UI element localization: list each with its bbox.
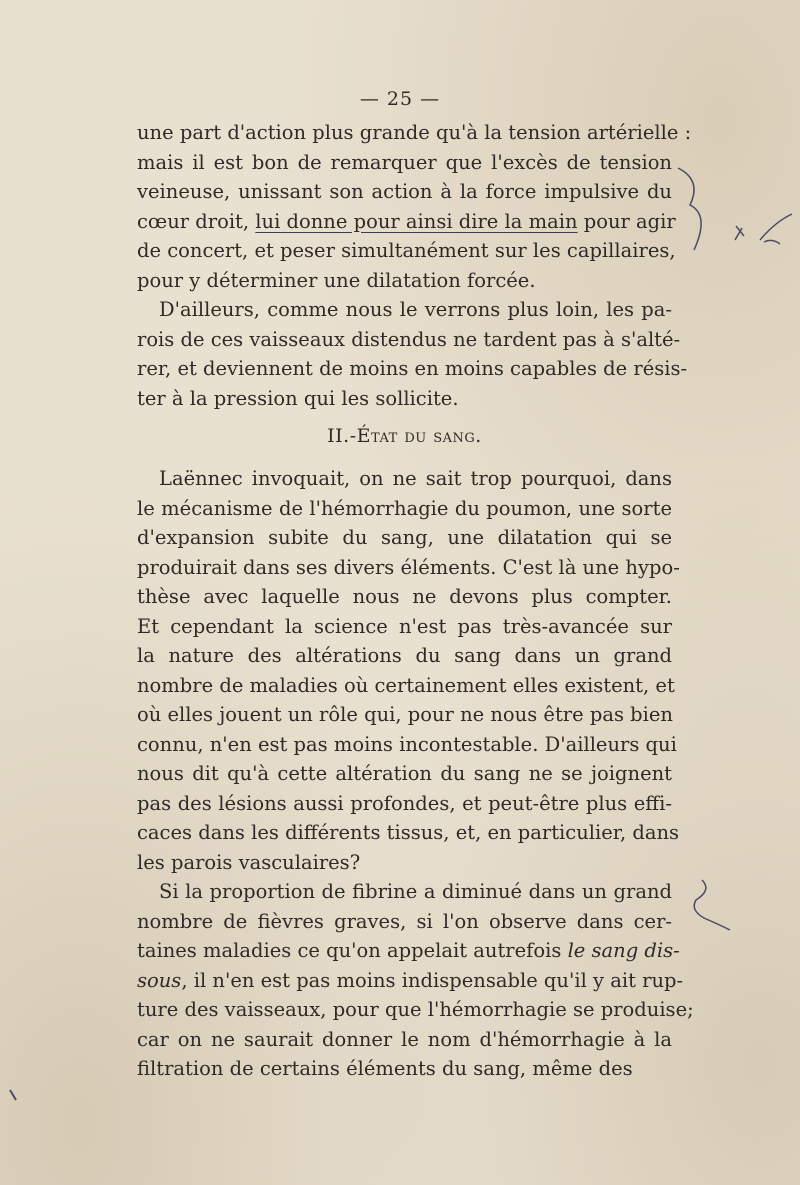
text-line: caces dans les différents tissus, et, en particulier, dans — [137, 821, 680, 844]
text-line: ture des vaisseaux, pour que l'hémorrhagie se produise; — [137, 998, 694, 1021]
text-line: une part d'action plus grande qu'à la tension artérielle : — [137, 121, 692, 144]
underlined-phrase: lui donne pour ainsi dire la main — [255, 209, 578, 233]
margin-tick-mark — [10, 1090, 16, 1100]
text-line: connu, n'en est pas moins incontestable. D'ailleurs qui — [137, 732, 677, 756]
text-line: nombre de fièvres graves, si l'on observe dans cer- — [137, 909, 672, 933]
text-line: nombre de maladies où certainement elles existent, et — [137, 673, 675, 697]
text-line: rois de ces vaisseaux distendus ne tardent pas à s'alté- — [137, 327, 681, 351]
text-body — [137, 118, 694, 1084]
text-line: les parois vasculaires? — [137, 850, 361, 874]
page-number: — 25 — — [359, 88, 441, 110]
text-line: le mécanisme de l'hémorrhagie du poumon, une sorte — [137, 496, 672, 520]
text-line: Et cependant la science n'est pas très-avancée sur — [137, 614, 672, 638]
text-line-with-italic — [137, 936, 680, 966]
margin-scribble-mark — [735, 214, 792, 244]
text-fragment: pour agir — [577, 209, 676, 233]
text-fragment: cœur droit, — [137, 209, 256, 233]
italic-phrase: le sang dis- — [567, 939, 680, 962]
text-line: Si la proportion de fibrine a diminué dans un grand — [159, 880, 672, 903]
text-line: où elles jouent un rôle qui, pour ne nous être pas bien — [137, 703, 673, 726]
text-line: D'ailleurs, comme nous le verrons plus loin, les pa- — [159, 298, 672, 321]
text-line: Laënnec invoquait, on ne sait trop pourquoi, dans — [159, 467, 672, 490]
text-line-with-italic — [137, 966, 684, 996]
text-line: veineuse, unissant son action à la force impulsive du — [137, 180, 672, 203]
text-line-with-underline — [137, 207, 676, 237]
text-line: rer, et deviennent de moins en moins capables de résis- — [137, 357, 688, 380]
text-fragment: taines maladies ce qu'on appelait autrefois — [137, 939, 568, 962]
italic-phrase: sous — [137, 968, 182, 992]
text-line: pas des lésions aussi profondes, et peut-être plus effi- — [137, 791, 672, 815]
text-line: pour y déterminer une dilatation forcée. — [137, 268, 536, 292]
text-line: thèse avec laquelle nous ne devons plus compter. — [137, 585, 672, 608]
section-heading: II.-État du sang. — [327, 425, 482, 447]
text-line: d'expansion subite du sang, une dilatation qui se — [137, 526, 672, 549]
text-line: car on ne saurait donner le nom d'hémorrhagie à la — [137, 1027, 672, 1051]
margin-bracket-mark — [694, 880, 730, 930]
text-line: de concert, et peser simultanément sur les capillaires, — [137, 239, 676, 262]
text-line: produirait dans ses divers éléments. C'est là une hypo- — [137, 555, 680, 579]
text-fragment: , il n'en est pas moins indispensable qu'il y ait rup- — [181, 968, 684, 992]
text-line: la nature des altérations du sang dans un grand — [137, 644, 672, 667]
text-line: ter à la pression qui les sollicite. — [137, 386, 459, 410]
text-line: mais il est bon de remarquer que l'excès de tension — [137, 150, 672, 174]
margin-bracket-mark — [678, 168, 701, 250]
text-line: nous dit qu'à cette altération du sang ne se joignent — [137, 762, 672, 785]
text-line: filtration de certains éléments du sang, même des — [137, 1057, 633, 1080]
